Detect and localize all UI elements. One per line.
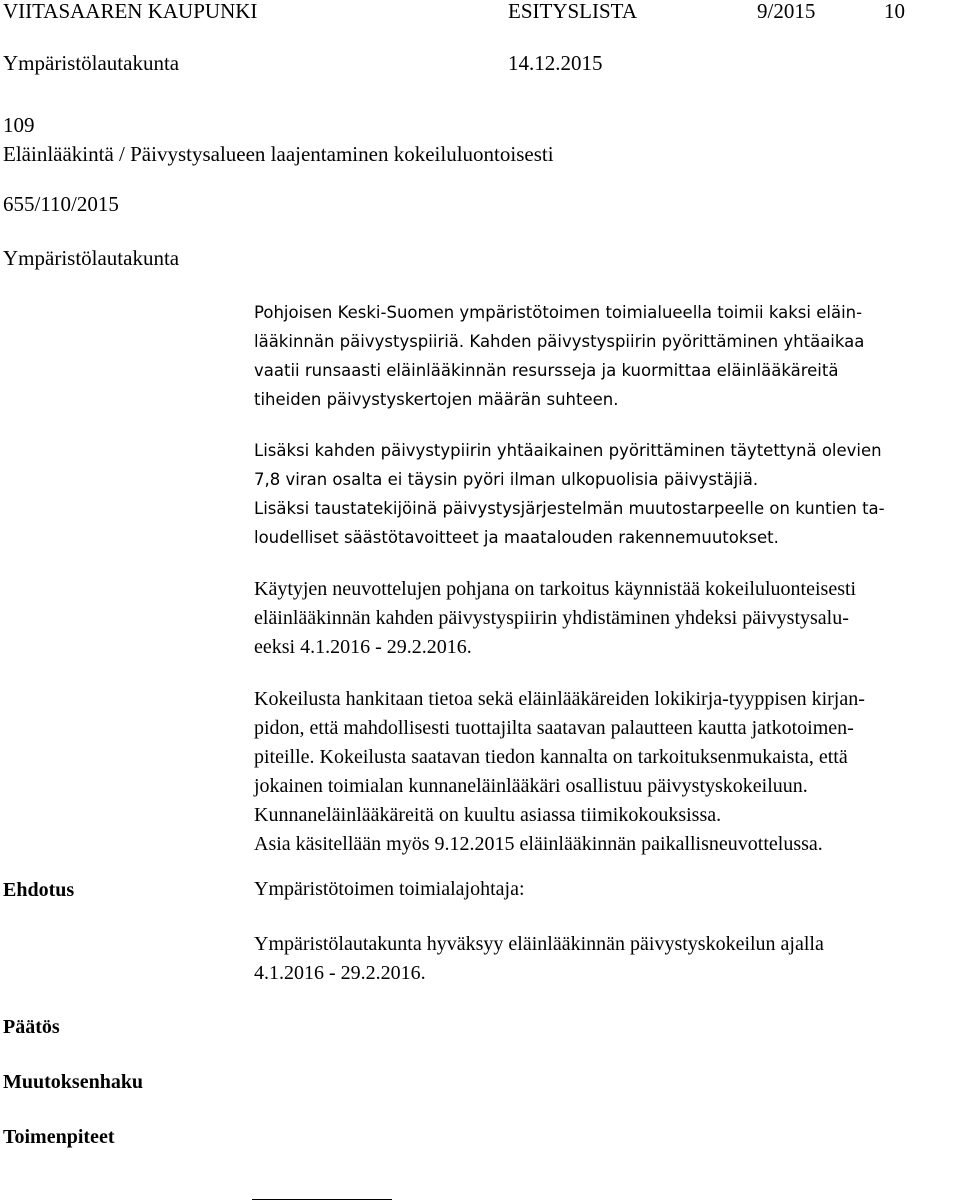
- header-page-number: 10: [884, 0, 905, 23]
- proposal-text: [254, 930, 954, 988]
- paragraph-line: Asia käsitellään myös 9.12.2015 eläinlääkinnän paikallisneuvottelussa.: [254, 833, 823, 855]
- signature-line: [252, 1199, 392, 1200]
- header-date: 14.12.2015: [508, 51, 603, 75]
- proposal-line: 4.1.2016 - 29.2.2016.: [254, 962, 426, 984]
- paragraph-1: [254, 298, 954, 414]
- appeal-label: Muutoksenhaku: [3, 1071, 144, 1093]
- paragraph-line: Käytyjen neuvottelujen pohjana on tarkoitus käynnistää kokeiluluonteisesti: [254, 578, 857, 600]
- header-city: VIITASAAREN KAUPUNKI: [3, 0, 258, 23]
- proposal-label: Ehdotus: [3, 879, 75, 901]
- paragraph-line: loudelliset säästötavoitteet ja maatalouden rakennemuutokset.: [254, 528, 779, 547]
- board-name: Ympäristölautakunta: [3, 246, 180, 270]
- paragraph-4: [254, 685, 954, 859]
- paragraph-line: Lisäksi taustatekijöinä päivystysjärjestelmän muutostarpeelle on kuntien ta-: [254, 499, 885, 518]
- header-body: Ympäristölautakunta: [3, 51, 180, 75]
- proposal-line: Ympäristölautakunta hyväksyy eläinlääkinnän päivystyskokeilun ajalla: [254, 933, 824, 955]
- paragraph-line: lääkinnän päivystyspiiriä. Kahden päivystyspiirin pyörittäminen yhtäaikaa: [254, 332, 865, 351]
- paragraph-line: Lisäksi kahden päivystypiirin yhtäaikainen pyörittäminen täytettynä olevien: [254, 441, 882, 460]
- paragraph-line: Kokeilusta hankitaan tietoa sekä eläinlääkäreiden lokikirja-tyyppisen kirjan-: [254, 688, 865, 710]
- header-issue: 9/2015: [757, 0, 816, 23]
- actions-label: Toimenpiteet: [3, 1126, 115, 1148]
- paragraph-line: Pohjoisen Keski-Suomen ympäristötoimen toimialueella toimii kaksi eläin-: [254, 303, 863, 322]
- paragraph-line: jokainen toimialan kunnaneläinlääkäri osallistuu päivystyskokeiluun.: [254, 775, 808, 797]
- paragraph-line: tiheiden päivystyskertojen määrän suhteen.: [254, 390, 619, 409]
- section-title: Eläinlääkintä / Päivystysalueen laajentaminen kokeiluluontoisesti: [3, 142, 554, 166]
- diary-number: 655/110/2015: [3, 192, 119, 216]
- decision-label: Päätös: [3, 1016, 60, 1038]
- paragraph-line: vaatii runsaasti eläinlääkinnän resursseja ja kuormittaa eläinlääkäreitä: [254, 361, 839, 380]
- paragraph-3: [254, 575, 954, 662]
- paragraph-line: eeksi 4.1.2016 - 29.2.2016.: [254, 636, 472, 658]
- header-doc-type: ESITYSLISTA: [508, 0, 637, 23]
- section-number: 109: [3, 113, 35, 137]
- paragraph-line: 7,8 viran osalta ei täysin pyöri ilman ulkopuolisia päivystäjiä.: [254, 470, 759, 489]
- proposal-proposer: Ympäristötoimen toimialajohtaja:: [254, 878, 525, 900]
- paragraph-line: eläinlääkinnän kahden päivystyspiirin yhdistäminen yhdeksi päivystysalu-: [254, 607, 849, 629]
- paragraph-2: [254, 436, 954, 552]
- paragraph-line: piteille. Kokeilusta saatavan tiedon kannalta on tarkoituksenmukaista, että: [254, 746, 848, 768]
- paragraph-line: pidon, että mahdollisesti tuottajilta saatavan palautteen kautta jatkotoimen-: [254, 717, 854, 739]
- paragraph-line: Kunnaneläinlääkäreitä on kuultu asiassa tiimikokouksissa.: [254, 804, 722, 826]
